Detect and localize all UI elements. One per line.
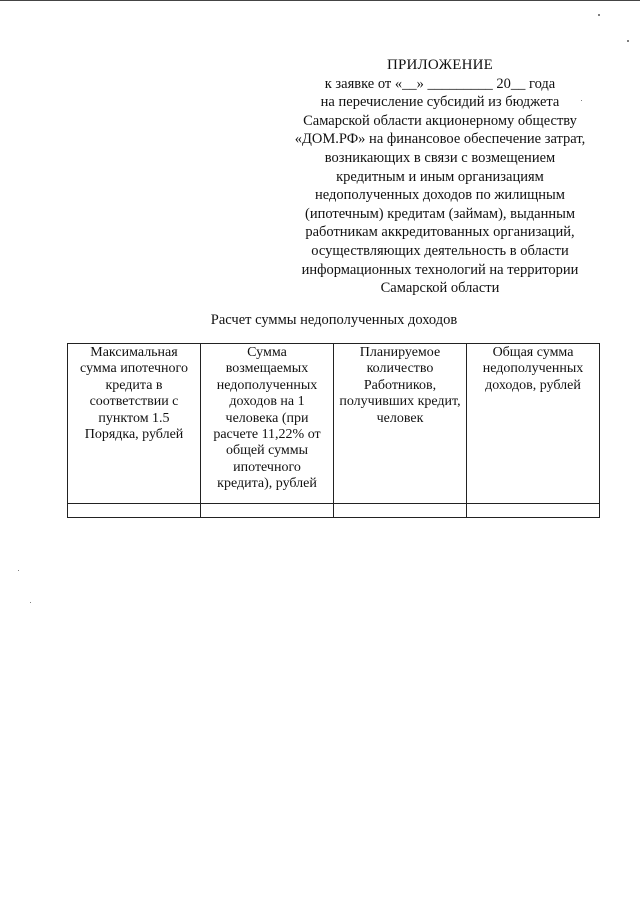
table-cell [334,504,467,518]
appendix-header-line: недополученных доходов по жилищным [315,187,565,204]
column-header-employee-count: Планируемое количество Работников, получивших кредит, человек [334,344,467,504]
appendix-header-line: возникающих в связи с возмещением [324,149,556,166]
appendix-header-line: на перечисление субсидий из бюджета [320,94,560,111]
scan-speck [627,40,629,42]
calculation-table [67,343,600,518]
appendix-header-line: Самарской области акционерному обществу [303,112,577,129]
scan-speck [598,14,600,16]
appendix-header [280,56,600,298]
appendix-header-line: (ипотечным) кредитам (займам), выданным [304,205,576,222]
column-header-total-income: Общая сумма недополученных доходов, рублей [467,344,600,504]
scan-speck [30,602,31,603]
column-header-max-credit: Максимальная сумма ипотечного кредита в соответствии с пунктом 1.5 Порядка, рублей [68,344,201,504]
appendix-header-line: информационных технологий на территории [301,261,579,278]
column-header-compensation-per-person: Сумма возмещаемых недополученных доходов на 1 человека (при расчете 11,22% от общей суммы ипотечного кредита), рублей [201,344,334,504]
appendix-header-line: кредитным и иным организациям [336,168,544,185]
appendix-header-line: работникам аккредитованных организаций, [305,224,575,241]
table-cell [201,504,334,518]
scan-speck [18,570,19,571]
table-cell [467,504,600,518]
table-cell [68,504,201,518]
scan-top-edge [0,0,640,1]
appendix-header-line: к заявке от «__» _________ 20__ года [324,75,556,92]
calculation-title: Расчет суммы недополученных доходов [210,312,458,328]
appendix-header-line: Самарской области [380,280,500,297]
table-header-row [68,344,600,504]
appendix-title: ПРИЛОЖЕНИЕ [386,57,494,73]
table-row [68,504,600,518]
appendix-header-line: осуществляющих деятельность в области [311,242,569,259]
appendix-header-line: «ДОМ.РФ» на финансовое обеспечение затрат, [294,131,586,148]
